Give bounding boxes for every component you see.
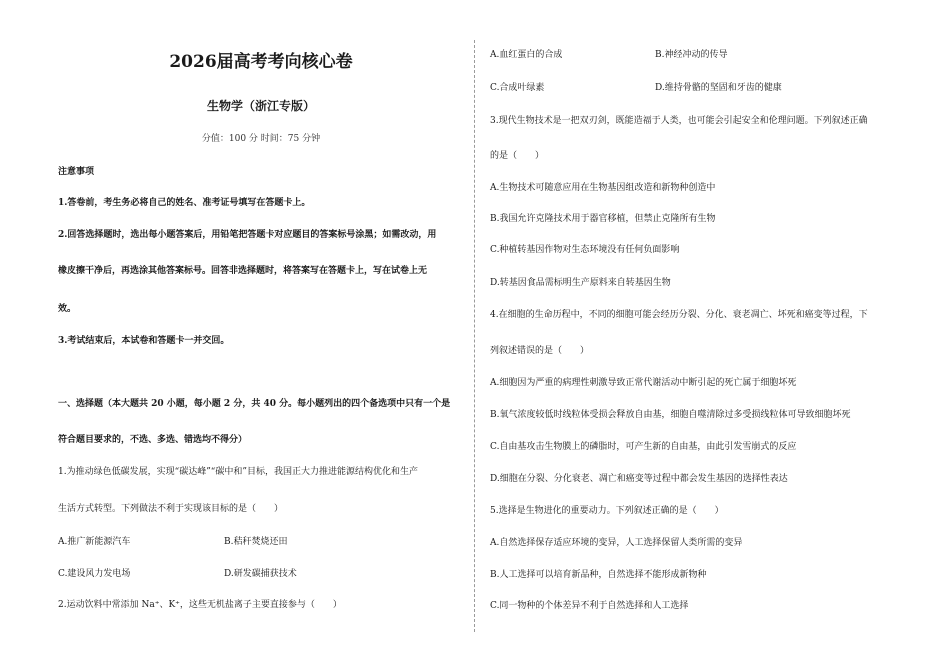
column-divider (474, 40, 475, 632)
q3-stem-line-2: 的是（ ） (490, 151, 545, 161)
notice-item-2-line-2: 橡皮擦干净后，再选涂其他答案标号。回答非选择题时，将答案写在答题卡上，写在试卷上无 (58, 266, 428, 276)
q5-option-c: C.同一物种的个体差异不利于自然选择和人工选择 (490, 601, 689, 611)
notice-item-2-line-1: 2.回答选择题时，选出每小题答案后，用铅笔把答题卡对应题目的答案标号涂黑；如需改动，用 (58, 230, 437, 240)
q3-stem-line-1: 3.现代生物技术是一把双刃剑，既能造福于人类，也可能会引起安全和伦理问题。下列叙述正确 (490, 116, 868, 126)
q4-stem-line-1: 4.在细胞的生命历程中，不同的细胞可能会经历分裂、分化、衰老凋亡、坏死和癌变等过程，下 (490, 310, 868, 320)
q2-option-c: C.合成叶绿素 (490, 83, 545, 93)
q1-stem-line-1: 1.为推动绿色低碳发展，实现“碳达峰”“碳中和”目标，我国正大力推进能源结构优化和生产 (58, 467, 418, 477)
q1-option-d: D.研发碳捕获技术 (224, 569, 297, 579)
exam-subtitle: 生物学（浙江专版） (206, 99, 315, 113)
q1-stem-line-2: 生活方式转型。下列做法不利于实现该目标的是（ ） (58, 504, 284, 514)
exam-meta: 分值：100 分 时间：75 分钟 (201, 134, 321, 144)
q3-option-d: D.转基因食品需标明生产原料来自转基因生物 (490, 278, 671, 288)
q3-option-b: B.我国允许克隆技术用于器官移植，但禁止克隆所有生物 (490, 214, 716, 224)
q5-option-a: A.自然选择保存适应环境的变异，人工选择保留人类所需的变异 (490, 538, 743, 548)
q3-option-a: A.生物技术可随意应用在生物基因组改造和新物种创造中 (490, 183, 716, 193)
q1-option-b: B.秸秆焚烧还田 (224, 537, 288, 547)
q2-stem: 2.运动饮料中常添加 Na⁺、K⁺，这些无机盐离子主要直接参与（ ） (58, 600, 342, 610)
notice-item-3: 3.考试结束后，本试卷和答题卡一并交回。 (58, 336, 230, 346)
q2-option-d: D.维持骨骼的坚固和牙齿的健康 (655, 83, 782, 93)
notice-heading: 注意事项 (58, 167, 95, 177)
section-heading-line-2: 符合题目要求的，不选、多选、错选均不得分） (58, 435, 248, 445)
exam-title: 2026届高考考向核心卷 (169, 52, 353, 72)
q2-option-b: B.神经冲动的传导 (655, 50, 728, 60)
q1-option-a: A.推广新能源汽车 (58, 537, 131, 547)
notice-item-2-line-3: 效。 (58, 304, 77, 314)
q4-option-c: C.自由基攻击生物膜上的磷脂时，可产生新的自由基，由此引发雪崩式的反应 (490, 442, 797, 452)
section-heading-line-1: 一、选择题（本大题共 20 小题，每小题 2 分，共 40 分。每小题列出的四个备选项中只有一个是 (58, 399, 451, 409)
q4-option-a: A.细胞因为严重的病理性刺激导致正常代谢活动中断引起的死亡属于细胞坏死 (490, 378, 797, 388)
q5-stem: 5.选择是生物进化的重要动力。下列叙述正确的是（ ） (490, 506, 724, 516)
q4-option-d: D.细胞在分裂、分化衰老、凋亡和癌变等过程中都会发生基因的选择性表达 (490, 474, 788, 484)
q1-option-c: C.建设风力发电场 (58, 569, 131, 579)
q4-stem-line-2: 列叙述错误的是（ ） (490, 346, 590, 356)
q4-option-b: B.氧气浓度较低时线粒体受损会释放自由基，细胞自噬清除过多受损线粒体可导致细胞坏死 (490, 410, 851, 420)
notice-item-1: 1.答卷前，考生务必将自己的姓名、准考证号填写在答题卡上。 (58, 198, 311, 208)
q2-option-a: A.血红蛋白的合成 (490, 50, 563, 60)
q5-option-b: B.人工选择可以培育新品种，自然选择不能形成新物种 (490, 570, 707, 580)
q3-option-c: C.种植转基因作物对生态环境没有任何负面影响 (490, 245, 680, 255)
